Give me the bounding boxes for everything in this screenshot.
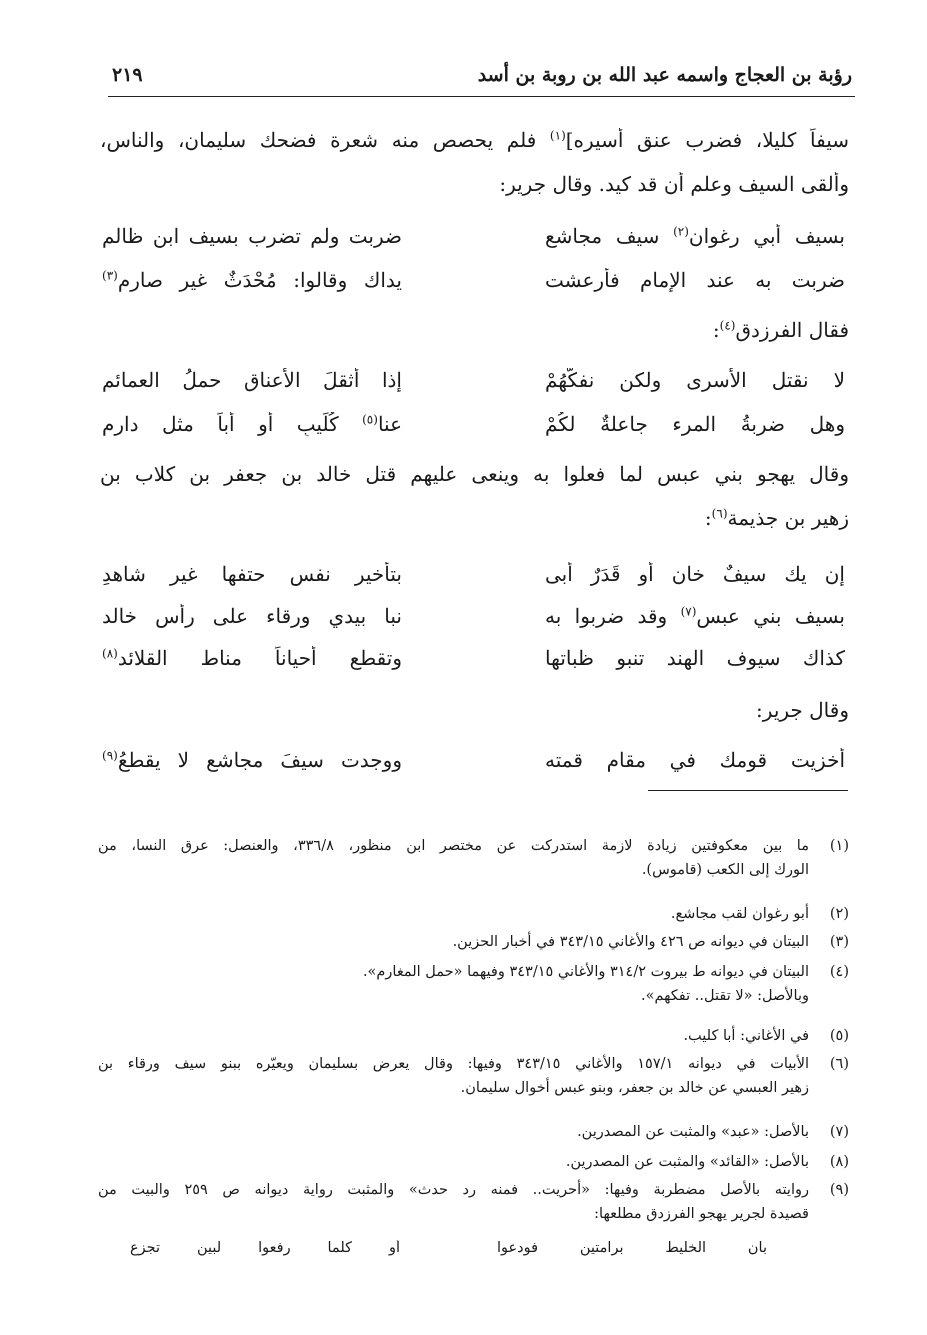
verse-first-hemistich: بسيف بني عبس$^{(٧)}$ وقد ضربوا به bbox=[545, 604, 845, 628]
footnote-ref: (٨) bbox=[102, 646, 118, 661]
verse-line bbox=[100, 406, 849, 442]
footnote bbox=[98, 1024, 849, 1048]
verse-line bbox=[100, 362, 849, 398]
running-title: رؤبة بن العجاج واسمه عبد الله بن روبة بن أسد bbox=[477, 64, 852, 86]
verse-line bbox=[100, 262, 849, 298]
footnote bbox=[98, 1150, 849, 1174]
prose-line: سيفاً كليلا، فضرب عنق أسيره]$^{(١)}$ فلم يحصص منه شعرة فضحك سليمان، والناس، bbox=[100, 128, 849, 152]
footnote-number: (٩) bbox=[829, 1182, 849, 1198]
verse-second-hemistich: وتقطع أحياناً مناط القلائد$^{(٨)}$ bbox=[102, 646, 402, 670]
footnote bbox=[98, 930, 849, 954]
footnote bbox=[98, 1120, 849, 1144]
footnote-number: (١) bbox=[829, 838, 849, 854]
footnote bbox=[98, 1052, 849, 1100]
footnote-text: الأبيات في ديوانه ١٥٧/١ والأغاني ٣٤٣/١٥ وفيها: وقال يعرض بسليمان ويعيّره ببنو سيف ورقاء بن bbox=[98, 1056, 809, 1072]
footnote-text: الورك إلى الكعب (قاموس). bbox=[641, 862, 809, 878]
verse-second-hemistich: يداك وقالوا: مُحْدَثٌ غير صارمِ$^{(٣)}$ bbox=[102, 268, 402, 292]
footnote-verse bbox=[130, 1240, 767, 1256]
footnote bbox=[98, 960, 849, 1008]
footnote-text: البيتان في ديوانه ط بيروت ٣١٤/٢ والأغاني ٣٤٣/١٥ وفيهما «حمل المغارم». bbox=[362, 964, 809, 980]
header-rule bbox=[108, 96, 855, 97]
verse-first-hemistich: لا نقتل الأسرى ولكن نفكُّهُمْ bbox=[545, 368, 845, 392]
footnote-ref: (٦) bbox=[711, 506, 728, 521]
footnote bbox=[98, 834, 849, 882]
verse-first-hemistich: بسيف أبي رغوان$^{(٢)}$ سيف مجاشع bbox=[545, 224, 845, 248]
footnote-text: زهير العبسي عن خالد بن جعفر، وبنو عبس أخوال سليمان. bbox=[460, 1080, 809, 1096]
footnote bbox=[98, 1178, 849, 1226]
footnote-text: وبالأصل: «لا تقتل.. تفكهم». bbox=[640, 988, 809, 1004]
footnote bbox=[98, 902, 849, 926]
footnote-ref: (٥) bbox=[362, 412, 378, 427]
footnote-number: (٧) bbox=[829, 1124, 849, 1140]
page-header bbox=[112, 58, 852, 92]
footnote-ref: (٣) bbox=[102, 268, 118, 283]
verse-first-hemistich: إن يك سيفٌ خان أو قَدَرٌ أبى bbox=[545, 562, 845, 586]
footnote-number: (٥) bbox=[829, 1028, 849, 1044]
verse-second-hemistich: ووجدت سيفَ مجاشعٍ لا يقطعُ$^{(٩)}$ bbox=[102, 748, 402, 772]
footnote-separator bbox=[648, 790, 848, 791]
footnote-number: (٦) bbox=[829, 1056, 849, 1072]
verse-second-hemistich: نبا بيدي ورقاء على رأس خالد bbox=[102, 604, 402, 628]
prose-line: وألقى السيف وعلم أن قد كيد. وقال جرير: bbox=[499, 172, 849, 196]
verse-line bbox=[100, 218, 849, 254]
footnote-ref: (٩) bbox=[102, 748, 118, 763]
footnote-text: البيتان في ديوانه ص ٤٢٦ والأغاني ٣٤٣/١٥ في أخبار الحزين. bbox=[452, 934, 809, 950]
verse-first-hemistich: أخزيت قومك في مقام قمته bbox=[545, 748, 845, 772]
verse-second-hemistich: بتأخير نفس حتفها غير شاهدِ bbox=[102, 562, 402, 586]
prose-line: زهير بن جذيمة$^{(٦)}$: bbox=[704, 506, 849, 530]
verse-second-hemistich: أو كلما رفعوا لبين تجزع bbox=[130, 1240, 400, 1256]
prose-line: وقال يهجو بني عبس لما فعلوا به وينعى عليهم قتل خالد بن جعفر بن كلاب بن bbox=[100, 462, 849, 486]
footnote-number: (٨) bbox=[829, 1154, 849, 1170]
verse-second-hemistich: عنا$^{(٥)}$ كُلَيبٍ أو أباً مثل دارمِ bbox=[102, 412, 402, 436]
verse-line bbox=[100, 640, 849, 676]
footnote-text: ما بين معكوفتين زيادة لازمة استدركت عن مختصر ابن منظور، ٣٣٦/٨، والعنصل: عرق النسا، من bbox=[98, 838, 809, 854]
footnote-number: (٤) bbox=[829, 964, 849, 980]
verse-line bbox=[100, 556, 849, 592]
footnote-number: (٣) bbox=[829, 934, 849, 950]
verse-second-hemistich: ضربت ولم تضرب بسيف ابن ظالم bbox=[102, 224, 402, 248]
page-number: ٢١٩ bbox=[112, 64, 143, 86]
verse-second-hemistich: إذا أثقلَ الأعناق حملُ العمائمِ bbox=[102, 368, 402, 392]
footnote-text: بالأصل: «عبد» والمثبت عن المصدرين. bbox=[577, 1124, 809, 1140]
footnote-text: بالأصل: «القائد» والمثبت عن المصدرين. bbox=[565, 1154, 809, 1170]
prose-line: وقال جرير: bbox=[756, 698, 849, 722]
verse-first-hemistich: وهل ضربةُ المرء جاعلةٌ لكُمْ bbox=[545, 412, 845, 436]
footnote-text: في الأغاني: أبا كليب. bbox=[683, 1028, 809, 1044]
footnote-text: روايته بالأصل مضطربة وفيها: «أحريت.. فمنه رد حدث» والمثبت رواية ديوانه ص ٢٥٩ والبيت من bbox=[98, 1182, 809, 1198]
verse-first-hemistich: ضربت به عند الإمام فأرعشت bbox=[545, 268, 845, 292]
footnote-ref: (٢) bbox=[673, 224, 689, 239]
footnote-ref: (١) bbox=[549, 128, 566, 143]
footnote-ref: (٤) bbox=[719, 318, 736, 333]
verse-first-hemistich: كذاك سيوف الهند تنبو ظباتها bbox=[545, 646, 845, 670]
footnote-text: قصيدة لجرير يهجو الفرزدق مطلعها: bbox=[594, 1206, 809, 1222]
footnote-text: أبو رغوان لقب مجاشع. bbox=[670, 906, 809, 922]
verse-first-hemistich: بان الخليط برامتين فودعوا bbox=[497, 1240, 767, 1256]
footnote-number: (٢) bbox=[829, 906, 849, 922]
prose-line: فقال الفرزدق$^{(٤)}$: bbox=[712, 318, 849, 342]
verse-line bbox=[100, 742, 849, 778]
footnote-ref: (٧) bbox=[680, 604, 697, 619]
verse-line bbox=[100, 598, 849, 634]
